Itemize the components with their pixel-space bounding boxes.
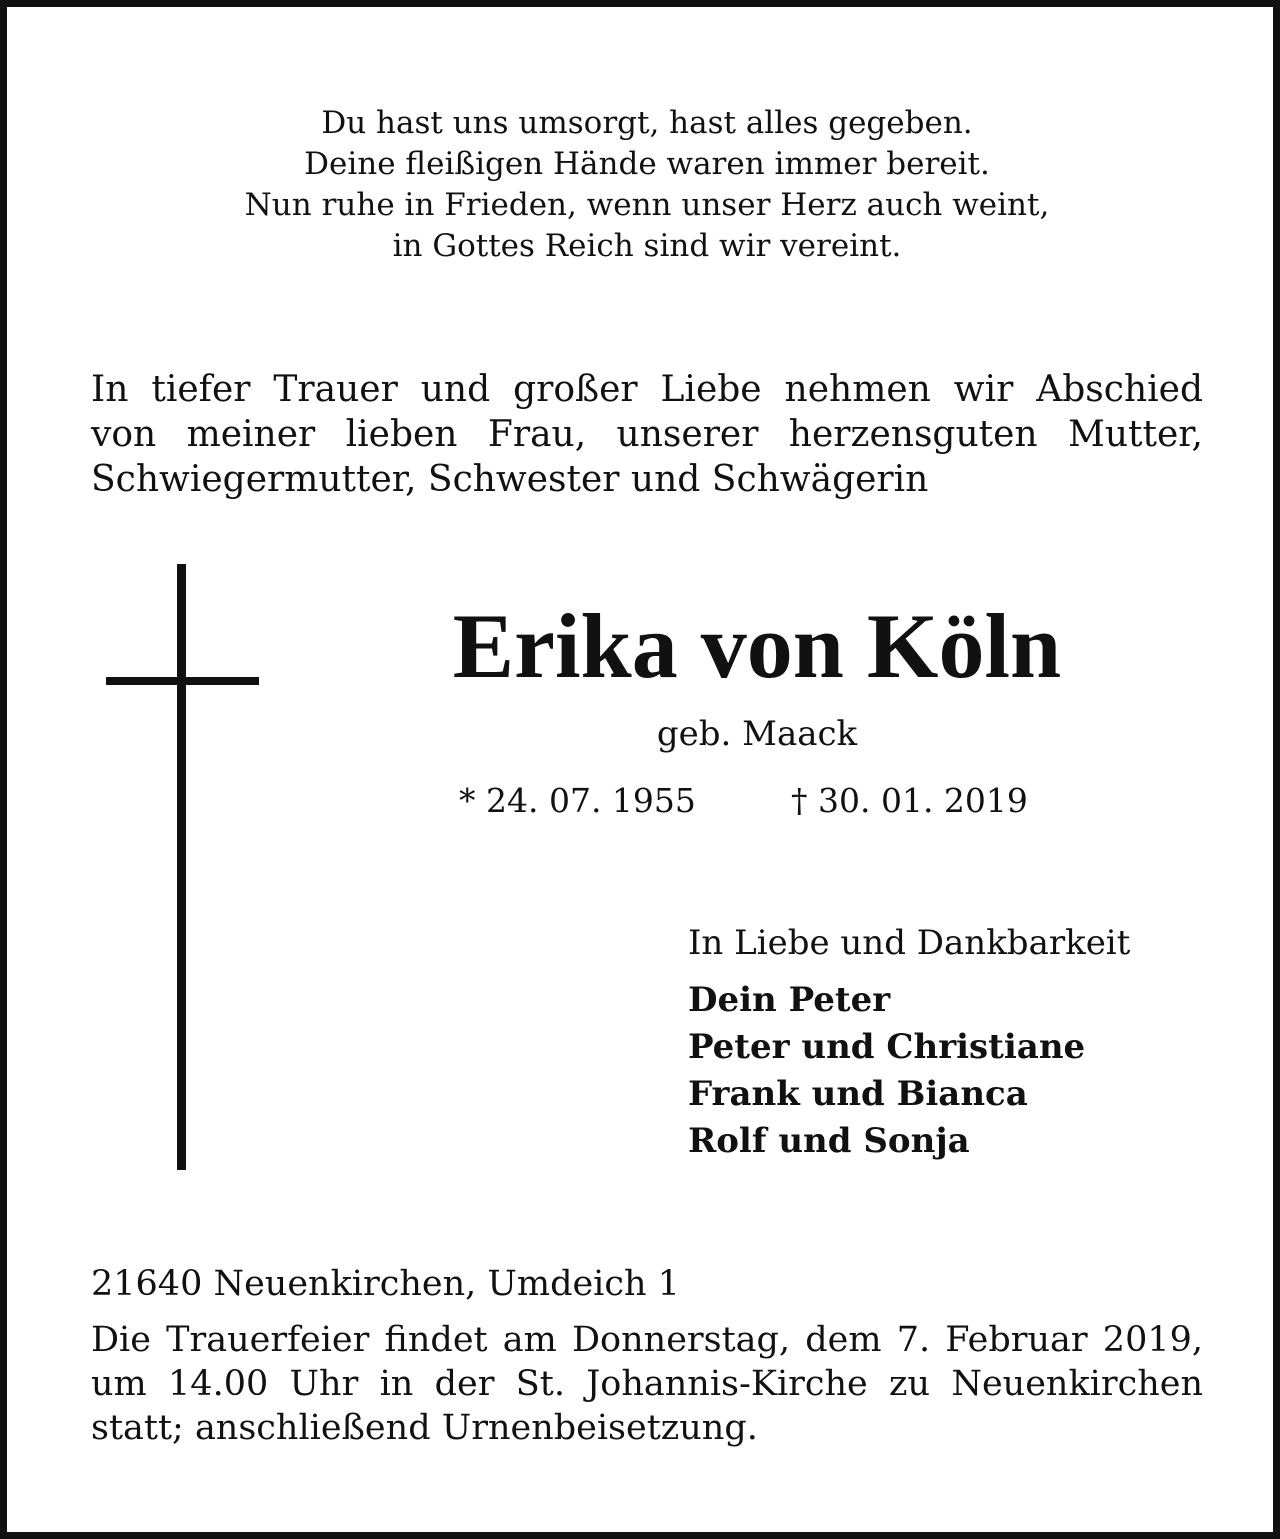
farewell-intro <box>91 367 1203 502</box>
funeral-service-info <box>91 1318 1203 1450</box>
cross-icon <box>106 564 259 1170</box>
signoff-text: In Liebe und Dankbarkeit <box>688 923 1131 963</box>
deceased-name: Erika von Köln <box>452 595 1062 697</box>
intro-line: In tiefer Trauer und großer Liebe nehmen wir Abschied <box>91 369 1203 410</box>
mourner-name: Peter und Christiane <box>688 1027 1086 1067</box>
death-date: † 30. 01. 2019 <box>791 781 1028 820</box>
cross-vertical-bar <box>177 564 186 1170</box>
birth-date: * 24. 07. 1955 <box>459 781 696 820</box>
verse-line: in Gottes Reich sind wir vereint. <box>392 228 902 264</box>
memorial-verse <box>7 103 1280 267</box>
service-line: statt; anschließend Urnenbeisetzung. <box>91 1408 758 1448</box>
mourner-name: Rolf und Sonja <box>688 1121 970 1161</box>
maiden-name: geb. Maack <box>656 714 858 754</box>
service-line: Die Trauerfeier findet am Donnerstag, dem 7. Februar 2019, <box>91 1320 1203 1360</box>
verse-line: Deine fleißigen Hände waren immer bereit. <box>304 146 990 182</box>
cross-horizontal-bar <box>106 677 259 685</box>
mourner-name: Frank und Bianca <box>688 1074 1028 1114</box>
service-line: um 14.00 Uhr in der St. Johannis-Kirche zu Neuenkirchen <box>91 1364 1203 1404</box>
mourners-list <box>688 977 1085 1165</box>
intro-line: von meiner lieben Frau, unserer herzensguten Mutter, <box>91 414 1203 455</box>
intro-line: Schwiegermutter, Schwester und Schwägerin <box>91 459 929 500</box>
verse-line: Nun ruhe in Frieden, wenn unser Herz auch weint, <box>244 187 1050 223</box>
verse-line: Du hast uns umsorgt, hast alles gegeben. <box>321 105 973 141</box>
mourner-name: Dein Peter <box>688 980 891 1020</box>
address-text: 21640 Neuenkirchen, Umdeich 1 <box>91 1264 680 1304</box>
